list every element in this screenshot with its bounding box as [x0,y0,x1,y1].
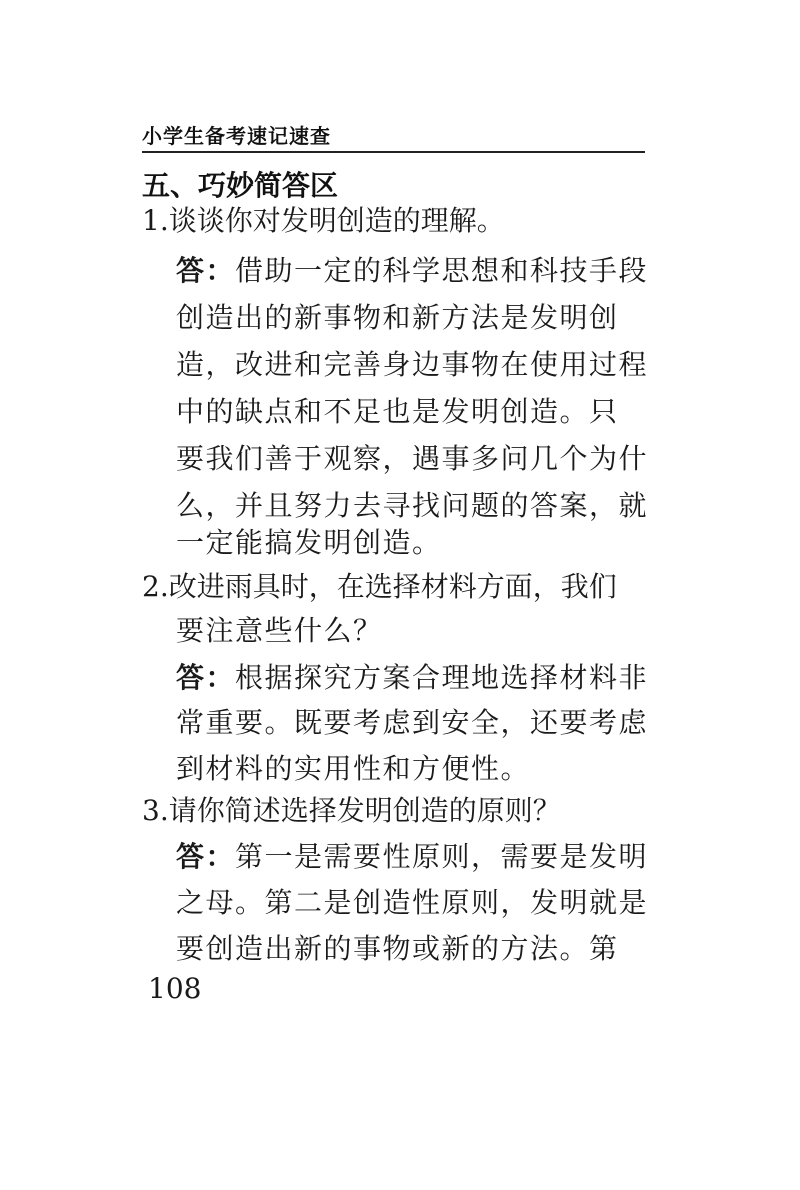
answer-2-line-2: 常重要。既要考虑到安全，还要考虑 [176,706,649,739]
question-2-line-1: 2.改进雨具时，在选择材料方面，我们 [142,570,617,603]
answer-3-line-1: 答：第一是需要性原则，需要是发明 [176,840,649,873]
answer-1-line-7: 一定能搞发明创造。 [176,526,442,559]
running-header: 小学生备考速记速查 [142,124,331,148]
question-2-line-2: 要注意些什么？ [176,614,383,647]
answer-2-line-1: 答：根据探究方案合理地选择材料非 [176,661,649,694]
answer-1-line-4: 中的缺点和不足也是发明创造。只 [176,395,619,428]
question-3: 3.请你简述选择发明创造的原则？ [142,794,561,827]
answer-1-line-5: 要我们善于观察，遇事多问几个为什 [176,442,649,475]
answer-1-line-3: 造，改进和完善身边事物在使用过程 [176,348,649,381]
answer-3-label: 答： [176,840,236,873]
section-title: 五、巧妙简答区 [142,169,339,202]
answer-1-line-2: 创造出的新事物和新方法是发明创 [176,301,619,334]
answer-2-label: 答： [176,661,236,694]
answer-3-line-2: 之母。第二是创造性原则，发明就是 [176,886,649,919]
header-rule [142,151,645,153]
answer-3-line-3: 要创造出新的事物或新的方法。第 [176,932,619,965]
answer-2-line-3: 到材料的实用性和方便性。 [176,752,531,785]
answer-1-line-1: 答：借助一定的科学思想和科技手段 [176,254,649,287]
page-number: 108 [148,972,202,1005]
question-1: 1.谈谈你对发明创造的理解。 [142,204,505,237]
answer-1-label: 答： [176,254,236,287]
answer-1-line-6: 么，并且努力去寻找问题的答案，就 [176,489,649,522]
